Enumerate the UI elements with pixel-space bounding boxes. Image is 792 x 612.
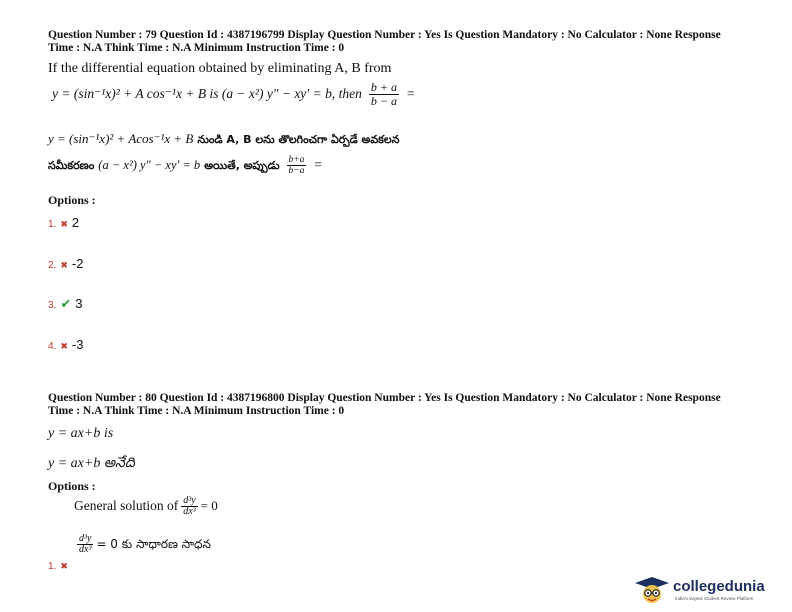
option-number: 1.: [48, 561, 57, 572]
q80-option-1-telugu: [74, 534, 211, 555]
option-number: 4.: [48, 341, 57, 352]
q80-header-line2: Time : N.A Think Time : N.A Minimum Instruction Time : 0: [48, 405, 345, 417]
graduate-mascot-icon: [631, 575, 673, 605]
q79-telugu-fraction: [287, 155, 307, 176]
q80-option1-te-fraction-denominator: dx³: [79, 544, 92, 555]
q79-header-line2: Time : N.A Think Time : N.A Minimum Instruction Time : 0: [48, 42, 345, 54]
q80-option1-fraction: [181, 496, 197, 517]
q79-telugu-equals: =: [313, 157, 323, 173]
cross-icon: ✖: [60, 562, 68, 572]
check-icon: ✔: [60, 297, 72, 312]
option-value: -2: [71, 256, 84, 271]
q79-telugu-text1: నుండి A, B లను తొలగించగా ఏర్పడే అవకలన: [197, 133, 400, 146]
option-value: 3: [75, 296, 83, 311]
q79-telugu-equation: y = (sin⁻¹x)² + Acos⁻¹x + B: [48, 131, 194, 146]
q79-telugu-equation2: (a − x²) y″ − xy′ = b: [98, 158, 201, 173]
q79-options-label: Options :: [48, 193, 96, 207]
q80-option1-suffix: = 0: [200, 498, 218, 514]
option-number: 3.: [48, 300, 57, 311]
q79-telugu-line2: [48, 155, 323, 176]
cross-icon: ✖: [60, 342, 68, 352]
q80-header-line1: Question Number : 80 Question Id : 4387196800 Display Question Number : Yes Is Question Mandatory : No Calculator : None Response: [48, 392, 721, 404]
q79-fraction-denominator: b − a: [370, 94, 397, 108]
q79-option-3[interactable]: [48, 295, 82, 313]
q79-equals: =: [405, 86, 416, 102]
q79-telugu-text2b: అయితే, అప్పుడు: [204, 159, 280, 173]
logo-wordmark: collegedunia: [673, 578, 765, 595]
q80-option1-te-fraction: [77, 534, 93, 555]
q80-options-label: Options :: [48, 479, 96, 493]
logo-tagline: India's largest Student Review Platform: [675, 596, 754, 601]
q80-option1-fraction-denominator: dx³: [183, 506, 196, 517]
option-number: 1.: [48, 219, 57, 230]
q79-telugu-fraction-denominator: b−a: [288, 166, 305, 176]
q80-option1-fraction-numerator: d³y: [183, 495, 196, 506]
q80-telugu-text: y = ax+b అనేది: [48, 456, 135, 471]
q80-option-1-english: [74, 496, 218, 517]
option-value: 2: [71, 215, 80, 230]
cross-icon: ✖: [60, 220, 68, 230]
option-value: -3: [71, 337, 84, 352]
q79-telugu-fraction-numerator: b+a: [288, 155, 305, 165]
q79-question-text: If the differential equation obtained by eliminating A, B from: [48, 61, 392, 76]
q79-option-4[interactable]: [48, 336, 83, 354]
q80-question-telugu: [48, 454, 135, 474]
option-number: 2.: [48, 260, 57, 271]
q79-equation-expression: y = (sin⁻¹x)² + A cos⁻¹x + B is (a − x²) y″ − xy′ = b, then: [52, 86, 362, 102]
q80-option1-te-fraction-numerator: d³y: [79, 533, 92, 544]
q80-option1-te-suffix: = 0 కు సాధారణ సాధన: [96, 537, 211, 552]
q80-option-1[interactable]: [48, 556, 68, 574]
q80-question-text: y = ax+b is: [48, 426, 114, 441]
q79-fraction: [369, 81, 399, 108]
q79-equation-en: [52, 81, 415, 108]
q79-telugu-text2a: సమీకరణం: [48, 159, 95, 173]
q79-option-1[interactable]: [48, 214, 79, 232]
q79-header-line1: Question Number : 79 Question Id : 4387196799 Display Question Number : Yes Is Question Mandatory : No Calculator : None Response: [48, 29, 721, 41]
q80-option1-prefix: General solution of: [74, 498, 179, 514]
q79-telugu-line1: [48, 130, 399, 149]
cross-icon: ✖: [60, 261, 68, 271]
q79-fraction-numerator: b + a: [370, 80, 397, 94]
q79-option-2[interactable]: [48, 255, 83, 273]
